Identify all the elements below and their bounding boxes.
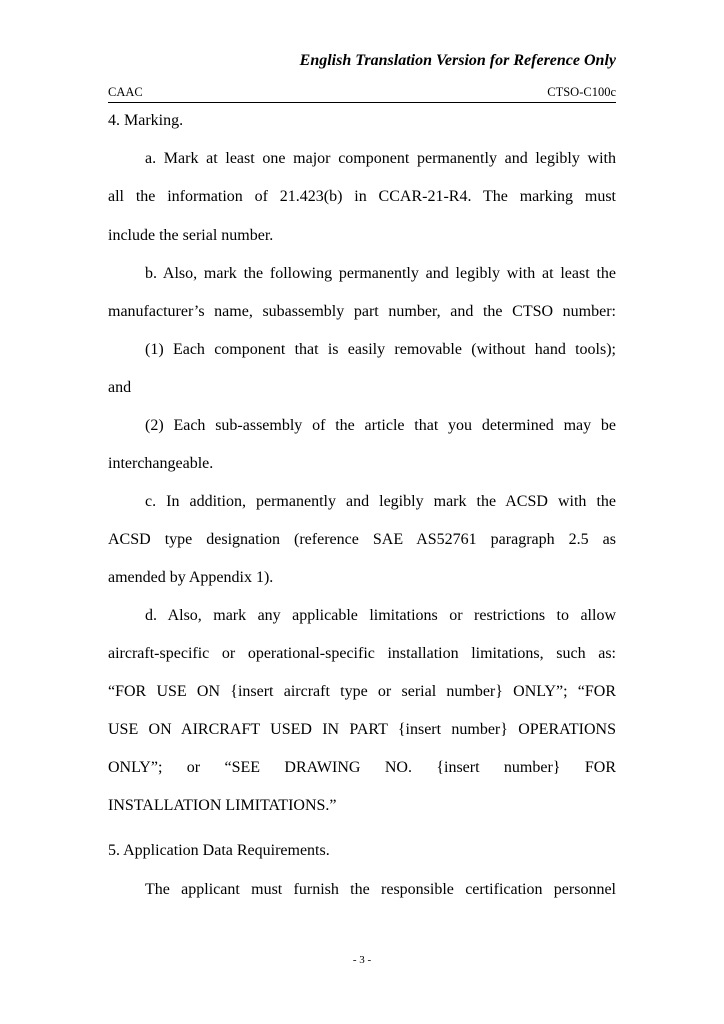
body-line: ACSD type designation (reference SAE AS52761 paragraph 2.5 as: [108, 531, 616, 548]
body-line: aircraft-specific or operational-specific installation limitations, such as:: [108, 645, 616, 662]
body-line: c. In addition, permanently and legibly mark the ACSD with the: [145, 493, 616, 510]
header-agency: CAAC: [108, 85, 143, 99]
page-number: - 3 -: [352, 954, 372, 966]
body-line: include the serial number.: [108, 227, 274, 244]
body-line: a. Mark at least one major component permanently and legibly with: [145, 150, 616, 167]
body-line: all the information of 21.423(b) in CCAR-21-R4. The marking must: [108, 188, 616, 205]
body-line: (1) Each component that is easily removable (without hand tools);: [145, 341, 616, 358]
body-line: and: [108, 379, 132, 396]
body-line: The applicant must furnish the responsible certification personnel: [145, 881, 616, 898]
body-line: USE ON AIRCRAFT USED IN PART {insert number} OPERATIONS: [108, 721, 616, 738]
body-line: ONLY”; or “SEE DRAWING NO. {insert number} FOR: [108, 759, 616, 776]
body-line: d. Also, mark any applicable limitations or restrictions to allow: [145, 607, 616, 624]
section-heading-application-data: 5. Application Data Requirements.: [108, 842, 330, 859]
section-heading-marking: 4. Marking.: [108, 112, 184, 129]
running-header: [108, 86, 616, 103]
body-line: b. Also, mark the following permanently and legibly with at least the: [145, 265, 616, 282]
body-line: INSTALLATION LIMITATIONS.”: [108, 797, 337, 814]
translation-banner: English Translation Version for Reference Only: [299, 52, 616, 69]
body-line: (2) Each sub-assembly of the article that you determined may be: [145, 417, 616, 434]
body-line: “FOR USE ON {insert aircraft type or serial number} ONLY”; “FOR: [108, 683, 616, 700]
body-line: manufacturer’s name, subassembly part number, and the CTSO number:: [108, 303, 616, 320]
header-document-id: CTSO-C100c: [547, 85, 616, 99]
body-line: interchangeable.: [108, 455, 214, 472]
body-line: amended by Appendix 1).: [108, 569, 274, 586]
